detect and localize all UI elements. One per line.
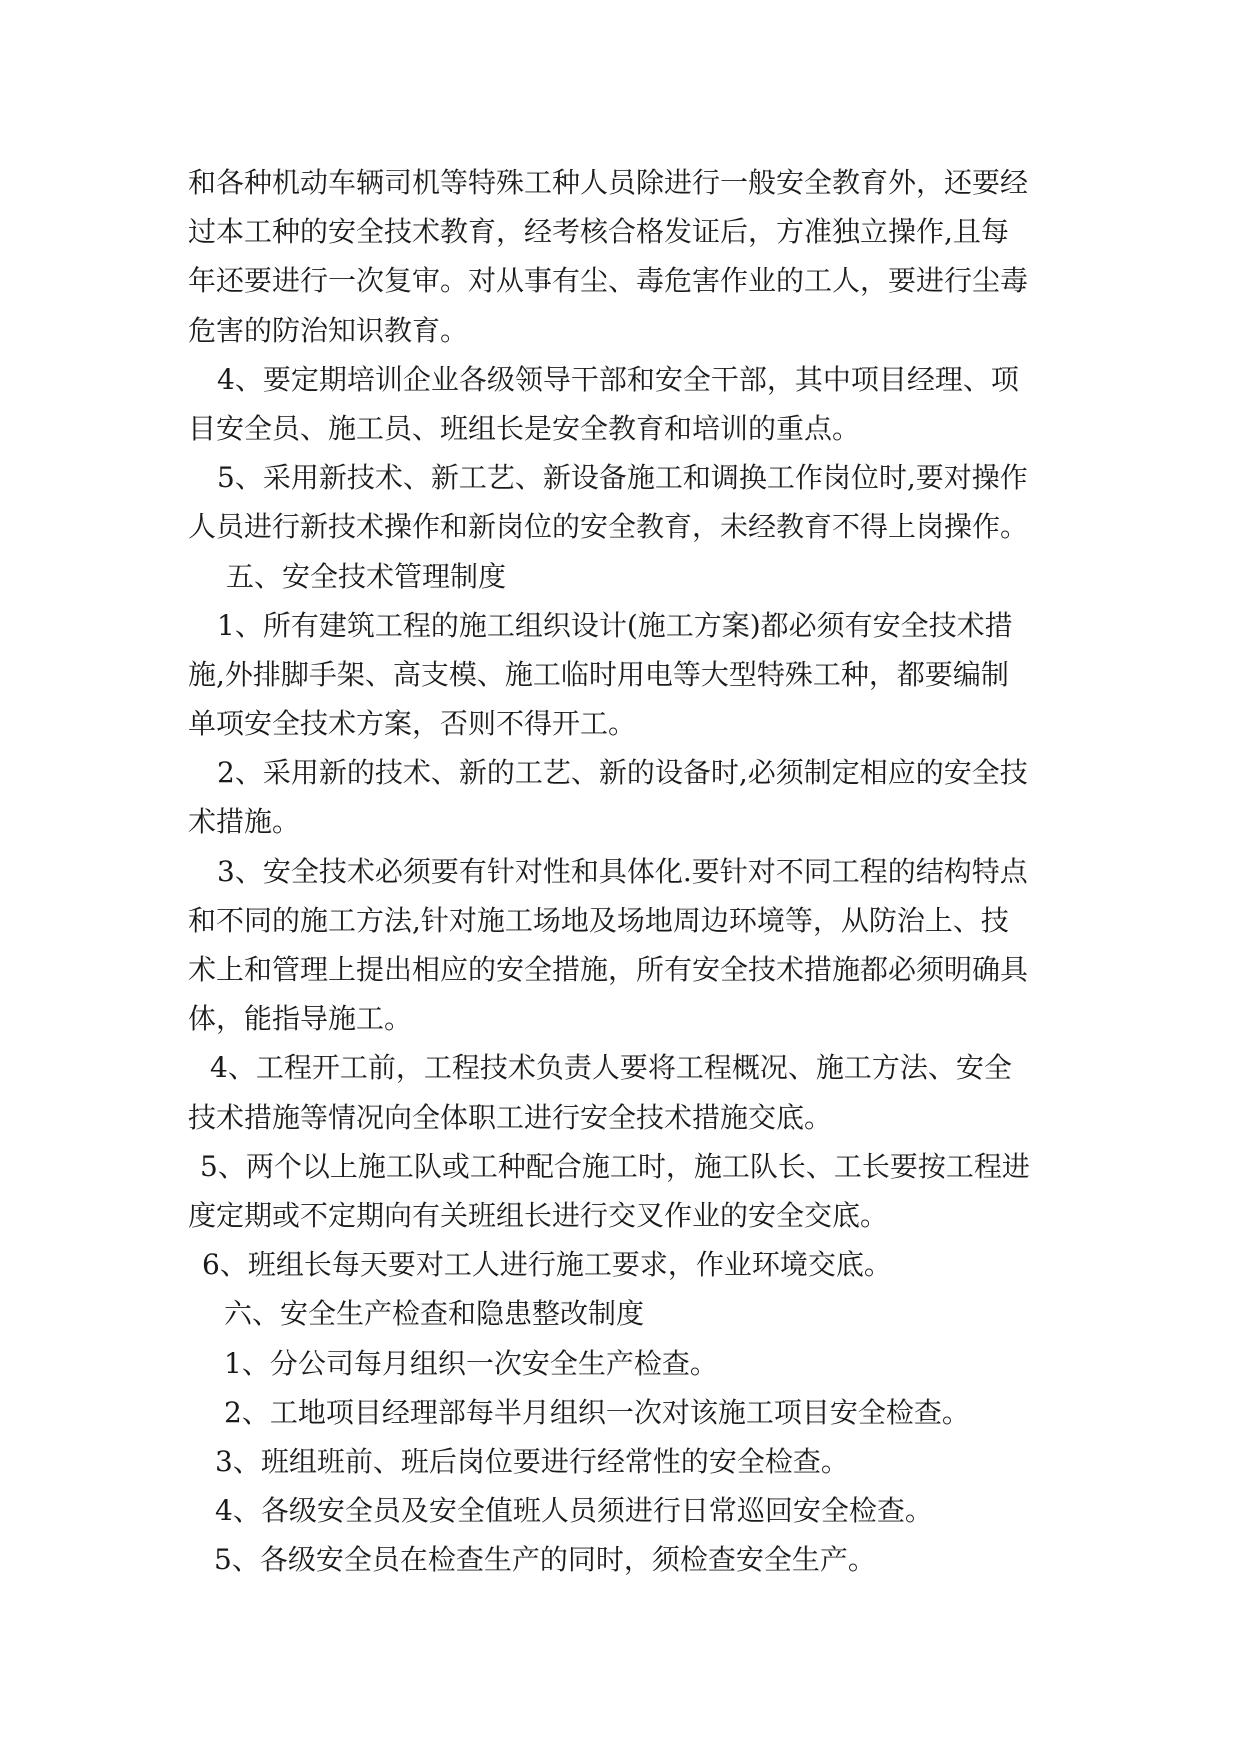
text-line: 过本工种的安全技术教育，经考核合格发证后，方准独立操作,且每: [188, 215, 1009, 249]
text-line: 1、所有建筑工程的施工组织设计(施工方案)都必须有安全技术措: [217, 608, 1013, 642]
text-line: 危害的防治知识教育。: [188, 313, 469, 347]
section-heading: 六、安全生产检查和隐患整改制度: [224, 1297, 645, 1331]
text-line: 2、采用新的技术、新的工艺、新的设备时,必须制定相应的安全技: [217, 756, 1028, 790]
text-line: 3、安全技术必须要有针对性和具体化.要针对不同工程的结构特点: [217, 854, 1028, 888]
text-line: 4、要定期培训企业各级领导干部和安全干部，其中项目经理、项: [217, 362, 1019, 396]
text-line: 5、各级安全员在检查生产的同时，须检查安全生产。: [214, 1543, 876, 1577]
section-heading: 五、安全技术管理制度: [226, 559, 507, 593]
text-line: 4、工程开工前，工程技术负责人要将工程概况、施工方法、安全: [210, 1051, 1012, 1085]
text-line: 3、班组班前、班后岗位要进行经常性的安全检查。: [215, 1444, 849, 1478]
text-line: 1、分公司每月组织一次安全生产检查。: [224, 1346, 718, 1380]
text-line: 2、工地项目经理部每半月组织一次对该施工项目安全检查。: [224, 1395, 970, 1429]
text-line: 人员进行新技术操作和新岗位的安全教育，未经教育不得上岗操作。: [188, 510, 1029, 544]
text-line: 体，能指导施工。: [188, 1002, 413, 1036]
text-line: 和各种机动车辆司机等特殊工种人员除进行一般安全教育外，还要经: [188, 166, 1029, 199]
text-line: 度定期或不定期向有关班组长进行交叉作业的安全交底。: [188, 1198, 889, 1232]
text-line: 年还要进行一次复审。对从事有尘、毒危害作业的工人，要进行尘毒: [188, 264, 1029, 298]
text-line: 单项安全技术方案，否则不得开工。: [188, 707, 637, 741]
body-text: [188, 158, 1068, 1584]
text-line: 和不同的施工方法,针对施工场地及场地周边环境等，从防治上、技: [188, 903, 1009, 937]
text-line: 施,外排脚手架、高支模、施工临时用电等大型特殊工种，都要编制: [188, 657, 1009, 691]
text-line: 目安全员、施工员、班组长是安全教育和培训的重点。: [188, 411, 861, 445]
text-line: 5、采用新技术、新工艺、新设备施工和调换工作岗位时,要对操作: [217, 461, 1028, 495]
text-line: 6、班组长每天要对工人进行施工要求，作业环境交底。: [202, 1248, 892, 1282]
text-line: 术上和管理上提出相应的安全措施，所有安全技术措施都必须明确具: [188, 953, 1029, 986]
text-line: 4、各级安全员及安全值班人员须进行日常巡回安全检查。: [215, 1494, 933, 1528]
text-line: 5、两个以上施工队或工种配合施工时，施工队长、工长要按工程进: [200, 1149, 1030, 1183]
text-line: 技术措施等情况向全体职工进行安全技术措施交底。: [188, 1100, 833, 1134]
text-line: 术措施。: [188, 805, 301, 839]
